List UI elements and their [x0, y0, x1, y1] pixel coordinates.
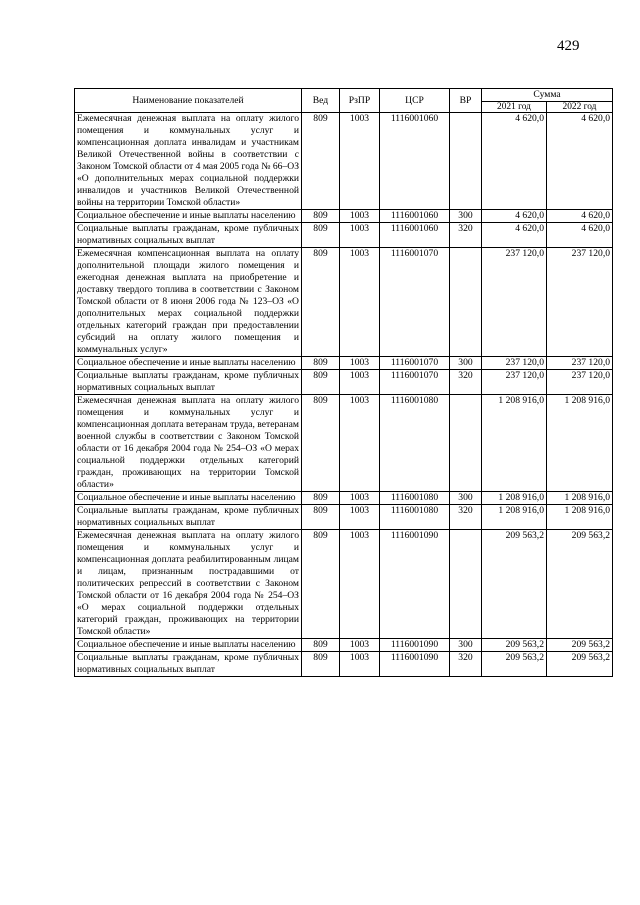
row-ved-cell: 809: [302, 530, 340, 639]
budget-table: [74, 88, 613, 677]
table-row: [75, 370, 613, 395]
row-name-cell: Ежемесячная компенсационная выплата на оплату дополнительной площади жилого помещения и ежегодная денежная выплата на приобретение и доставку твердого топлива в соответствии с Законом Томской области от 8 июня 2006 года № 123–ОЗ «О дополнительных мерах социальной поддержки отдельных категорий граждан при предоставлении субсидий на оплату жилого помещения и коммунальных услуг»: [75, 248, 302, 357]
row-rzpr-cell: 1003: [340, 639, 380, 652]
row-sum-2021-cell: 4 620,0: [482, 113, 547, 210]
row-ved-cell: 809: [302, 395, 340, 492]
row-name-cell: Социальное обеспечение и иные выплаты населению: [75, 639, 302, 652]
row-csr-cell: 1116001070: [380, 248, 450, 357]
row-ved-cell: 809: [302, 113, 340, 210]
row-rzpr-cell: 1003: [340, 223, 380, 248]
row-name-cell: Ежемесячная денежная выплата на оплату жилого помещения и коммунальных услуг и компенсационная доплата реабилитированным лицам и лицам, признанным пострадавшими от политических репрессий в соответствии с Законом Томской области от 16 декабря 2004 года № 254–ОЗ «О мерах социальной поддержки отдельных категорий граждан, проживающих на территории Томской области»: [75, 530, 302, 639]
row-csr-cell: 1116001080: [380, 505, 450, 530]
page-number: 429: [557, 38, 580, 54]
table-body: [75, 113, 613, 677]
row-name-cell: Ежемесячная денежная выплата на оплату жилого помещения и коммунальных услуг и компенсационная доплата инвалидам и участникам Великой Отечественной войны в соответствии с Законом Томской области от 4 мая 2005 года № 66–ОЗ «О дополнительных мерах социальной поддержки инвалидов и участников Великой Отечественной войны на территории Томской области»: [75, 113, 302, 210]
row-vr-cell: 300: [450, 210, 482, 223]
row-csr-cell: 1116001090: [380, 652, 450, 677]
row-ved-cell: 809: [302, 210, 340, 223]
row-ved-cell: 809: [302, 248, 340, 357]
row-name-cell: Социальные выплаты гражданам, кроме публичных нормативных социальных выплат: [75, 505, 302, 530]
table-row: [75, 248, 613, 357]
row-ved-cell: 809: [302, 639, 340, 652]
row-name-cell: Социальное обеспечение и иные выплаты населению: [75, 357, 302, 370]
header-year-2022: 2022 год: [547, 102, 613, 113]
row-sum-2021-cell: 1 208 916,0: [482, 395, 547, 492]
table-row: [75, 492, 613, 505]
row-sum-2021-cell: 209 563,2: [482, 530, 547, 639]
table-header: [75, 89, 613, 113]
row-sum-2021-cell: 237 120,0: [482, 248, 547, 357]
header-rzpr: РзПР: [340, 89, 380, 113]
row-vr-cell: 320: [450, 223, 482, 248]
row-ved-cell: 809: [302, 223, 340, 248]
table-row: [75, 223, 613, 248]
row-sum-2022-cell: 237 120,0: [547, 370, 613, 395]
row-csr-cell: 1116001070: [380, 357, 450, 370]
row-sum-2021-cell: 209 563,2: [482, 639, 547, 652]
row-rzpr-cell: 1003: [340, 395, 380, 492]
row-name-cell: Социальные выплаты гражданам, кроме публичных нормативных социальных выплат: [75, 652, 302, 677]
row-sum-2022-cell: 209 563,2: [547, 530, 613, 639]
row-sum-2022-cell: 4 620,0: [547, 223, 613, 248]
row-csr-cell: 1116001060: [380, 210, 450, 223]
row-sum-2021-cell: 237 120,0: [482, 370, 547, 395]
row-ved-cell: 809: [302, 370, 340, 395]
row-vr-cell: 300: [450, 639, 482, 652]
table-row: [75, 505, 613, 530]
row-sum-2022-cell: 1 208 916,0: [547, 505, 613, 530]
row-sum-2022-cell: 4 620,0: [547, 210, 613, 223]
row-sum-2022-cell: 1 208 916,0: [547, 395, 613, 492]
row-sum-2022-cell: 237 120,0: [547, 248, 613, 357]
header-vr: ВР: [450, 89, 482, 113]
table-row: [75, 357, 613, 370]
row-sum-2021-cell: 1 208 916,0: [482, 492, 547, 505]
row-vr-cell: [450, 113, 482, 210]
row-vr-cell: 300: [450, 357, 482, 370]
row-ved-cell: 809: [302, 652, 340, 677]
row-sum-2021-cell: 237 120,0: [482, 357, 547, 370]
row-ved-cell: 809: [302, 357, 340, 370]
row-rzpr-cell: 1003: [340, 492, 380, 505]
row-rzpr-cell: 1003: [340, 370, 380, 395]
row-ved-cell: 809: [302, 492, 340, 505]
row-name-cell: Социальные выплаты гражданам, кроме публичных нормативных социальных выплат: [75, 223, 302, 248]
row-csr-cell: 1116001060: [380, 223, 450, 248]
table-row: [75, 210, 613, 223]
table-row: [75, 395, 613, 492]
row-ved-cell: 809: [302, 505, 340, 530]
row-rzpr-cell: 1003: [340, 210, 380, 223]
row-vr-cell: [450, 530, 482, 639]
row-vr-cell: 320: [450, 370, 482, 395]
header-name: Наименование показателей: [75, 89, 302, 113]
row-vr-cell: 300: [450, 492, 482, 505]
row-csr-cell: 1116001080: [380, 395, 450, 492]
row-rzpr-cell: 1003: [340, 505, 380, 530]
row-vr-cell: [450, 395, 482, 492]
row-sum-2022-cell: 237 120,0: [547, 357, 613, 370]
row-sum-2021-cell: 209 563,2: [482, 652, 547, 677]
row-rzpr-cell: 1003: [340, 113, 380, 210]
row-sum-2021-cell: 1 208 916,0: [482, 505, 547, 530]
row-name-cell: Ежемесячная денежная выплата на оплату жилого помещения и коммунальных услуг и компенсационная доплата ветеранам труда, ветеранам военной службы в соответствии с Законом Томской области от 16 декабря 2004 года № 254–ОЗ «О мерах социальной поддержки отдельных категорий граждан, проживающих на территории Томской области»: [75, 395, 302, 492]
row-csr-cell: 1116001090: [380, 530, 450, 639]
header-ved: Вед: [302, 89, 340, 113]
table-row: [75, 530, 613, 639]
row-vr-cell: 320: [450, 505, 482, 530]
row-name-cell: Социальные выплаты гражданам, кроме публичных нормативных социальных выплат: [75, 370, 302, 395]
row-csr-cell: 1116001080: [380, 492, 450, 505]
table-row: [75, 113, 613, 210]
row-name-cell: Социальное обеспечение и иные выплаты населению: [75, 210, 302, 223]
row-sum-2021-cell: 4 620,0: [482, 210, 547, 223]
row-name-cell: Социальное обеспечение и иные выплаты населению: [75, 492, 302, 505]
row-sum-2022-cell: 209 563,2: [547, 639, 613, 652]
row-rzpr-cell: 1003: [340, 357, 380, 370]
row-vr-cell: 320: [450, 652, 482, 677]
header-year-2021: 2021 год: [482, 102, 547, 113]
table-row: [75, 639, 613, 652]
row-sum-2021-cell: 4 620,0: [482, 223, 547, 248]
row-rzpr-cell: 1003: [340, 248, 380, 357]
row-vr-cell: [450, 248, 482, 357]
row-csr-cell: 1116001090: [380, 639, 450, 652]
row-rzpr-cell: 1003: [340, 530, 380, 639]
header-sum: Сумма: [482, 89, 613, 102]
row-sum-2022-cell: 209 563,2: [547, 652, 613, 677]
row-sum-2022-cell: 4 620,0: [547, 113, 613, 210]
table-row: [75, 652, 613, 677]
header-csr: ЦСР: [380, 89, 450, 113]
row-csr-cell: 1116001070: [380, 370, 450, 395]
row-csr-cell: 1116001060: [380, 113, 450, 210]
row-rzpr-cell: 1003: [340, 652, 380, 677]
row-sum-2022-cell: 1 208 916,0: [547, 492, 613, 505]
